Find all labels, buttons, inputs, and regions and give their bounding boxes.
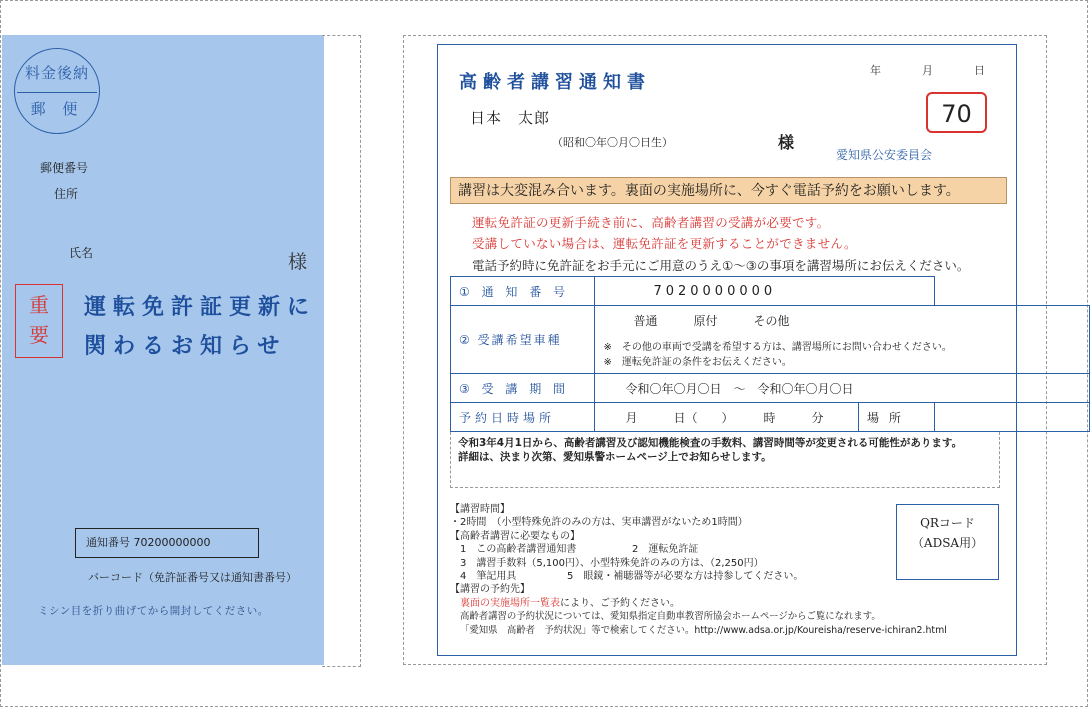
issuer-name: 愛知県公安委員会	[836, 148, 933, 162]
envelope-honorific: 様	[288, 251, 308, 273]
qr-code-sublabel: （ADSA用）	[911, 536, 984, 550]
recipient-name-label: 氏名	[69, 246, 94, 260]
important-text: 重要	[29, 293, 49, 347]
barcode-note: バーコード（免許証番号又は通知書番号）	[88, 571, 297, 584]
date-month: 月	[922, 64, 933, 77]
notice-number-label: ① 通 知 番 号	[451, 277, 595, 306]
search-url-line: 「愛知県 高齢者 予約状況」等で検索してください。http://www.adsa.or.jp/Koureisha/reserve-ichiran2.html	[460, 624, 947, 636]
date-year: 年	[870, 64, 881, 77]
lecture-time-heading: 【講習時間】	[450, 504, 510, 515]
postmark-stamp	[14, 48, 100, 134]
fold-instruction: ミシン目を折り曲げてから開封してください。	[38, 605, 269, 617]
form-row-reserve	[451, 403, 1090, 432]
envelope-title-line2: 関わるお知らせ	[84, 334, 287, 359]
reservation-line	[450, 597, 947, 610]
required-items-row1	[450, 543, 947, 556]
qr-code-label: QRコード	[920, 516, 975, 530]
recipient-name: 日本 太郎	[470, 109, 551, 127]
postmark-line2: 郵 便	[30, 100, 84, 118]
fee-note-line2: 詳細は、決まり次第、愛知県警ホームページ上でお知らせします。	[458, 451, 772, 463]
envelope-tear-line	[322, 35, 361, 667]
period-label: ③ 受 講 期 間	[451, 374, 595, 403]
lecture-time-body: ・2時間 （小型特殊免許のみの方は、実車講習がないため1時間）	[450, 517, 748, 529]
vehicle-options: 普通 原付 その他	[633, 313, 790, 328]
reservation-rest: により、ご予約ください。	[560, 597, 680, 609]
birth-date: （昭和〇年〇月〇日生）	[552, 136, 673, 149]
notice-honorific: 様	[778, 133, 795, 152]
reservation-heading: 【講習の予約先】	[450, 584, 530, 596]
address-label: 住所	[54, 187, 79, 201]
notice-number-blank	[935, 277, 1090, 306]
required-item-5: 5 眼鏡・補聴器等が必要な方は持参してください。	[567, 571, 804, 583]
required-item-2: 2 運転免許証	[632, 544, 699, 556]
warning-line2: 受講していない場合は、運転免許証を更新することができません。	[472, 236, 857, 251]
lecture-info	[450, 503, 947, 637]
vehicle-type-cell	[595, 306, 1090, 374]
date-day: 日	[974, 64, 985, 77]
form-row-notice-number	[451, 277, 1090, 306]
vehicle-type-label: ② 受講希望車種	[451, 306, 595, 374]
form-row-vehicle	[451, 306, 1090, 374]
notice-number-value: 7020000000	[595, 277, 935, 306]
required-item-4: 4 筆記用具	[460, 571, 517, 583]
required-item-1: 1 この高齢者講習通知書	[460, 544, 577, 556]
qr-code-box	[896, 504, 999, 580]
important-stamp	[15, 284, 63, 358]
reservation-status-line: 高齢者講習の予約状況については、愛知県指定自動車教習所協会ホームページからご覧になれます。	[460, 611, 881, 623]
reserve-datetime: 月 日（ ） 時 分	[595, 403, 859, 432]
reservation-form	[450, 276, 1090, 432]
urgent-banner: 講習は大変混み合います。裏面の実施場所に、今すぐ電話予約をお願いします。	[450, 177, 1007, 204]
vehicle-note2: ※ 運転免許証の条件をお伝えください。	[603, 356, 792, 368]
venue-list-reference: 裏面の実施場所一覧表	[460, 597, 560, 609]
fee-note-line1: 令和3年4月1日から、高齢者講習及び認知機能検査の手数料、講習時間等が変更される可能性があります。	[458, 437, 963, 449]
warning-line1: 運転免許証の更新手続き前に、高齢者講習の受講が必要です。	[472, 215, 830, 230]
notice-title: 高齢者講習通知書	[459, 72, 651, 93]
vehicle-note1: ※ その他の車両で受講を希望する方は、講習場所にお問い合わせください。	[603, 341, 952, 353]
reserve-label: 予約日時場所	[451, 403, 595, 432]
period-value: 令和〇年〇月〇日 〜 令和〇年〇月〇日	[595, 374, 1090, 403]
required-items-row4	[450, 570, 947, 583]
reserve-place-value	[935, 403, 1090, 432]
envelope-title-line1: 運転免許証更新に	[84, 295, 317, 320]
form-row-period	[451, 374, 1090, 403]
postmark-separator	[17, 92, 97, 93]
code-badge: 70	[926, 92, 987, 133]
notice-number-box: 通知番号 70200000000	[75, 528, 259, 558]
postal-code-label: 郵便番号	[40, 161, 89, 175]
fee-change-note	[450, 432, 1000, 488]
required-items-heading: 【高齢者講習に必要なもの】	[450, 530, 580, 542]
phone-instruction: 電話予約時に免許証をお手元にご用意のうえ①〜③の事項を講習場所にお伝えください。	[472, 258, 970, 273]
postmark-line1: 料金後納	[24, 64, 89, 82]
required-item-3: 3 講習手数料（5,100円）、小型特殊免許のみの方は、（2,250円）	[460, 557, 764, 569]
reserve-place-label: 場 所	[859, 403, 935, 432]
